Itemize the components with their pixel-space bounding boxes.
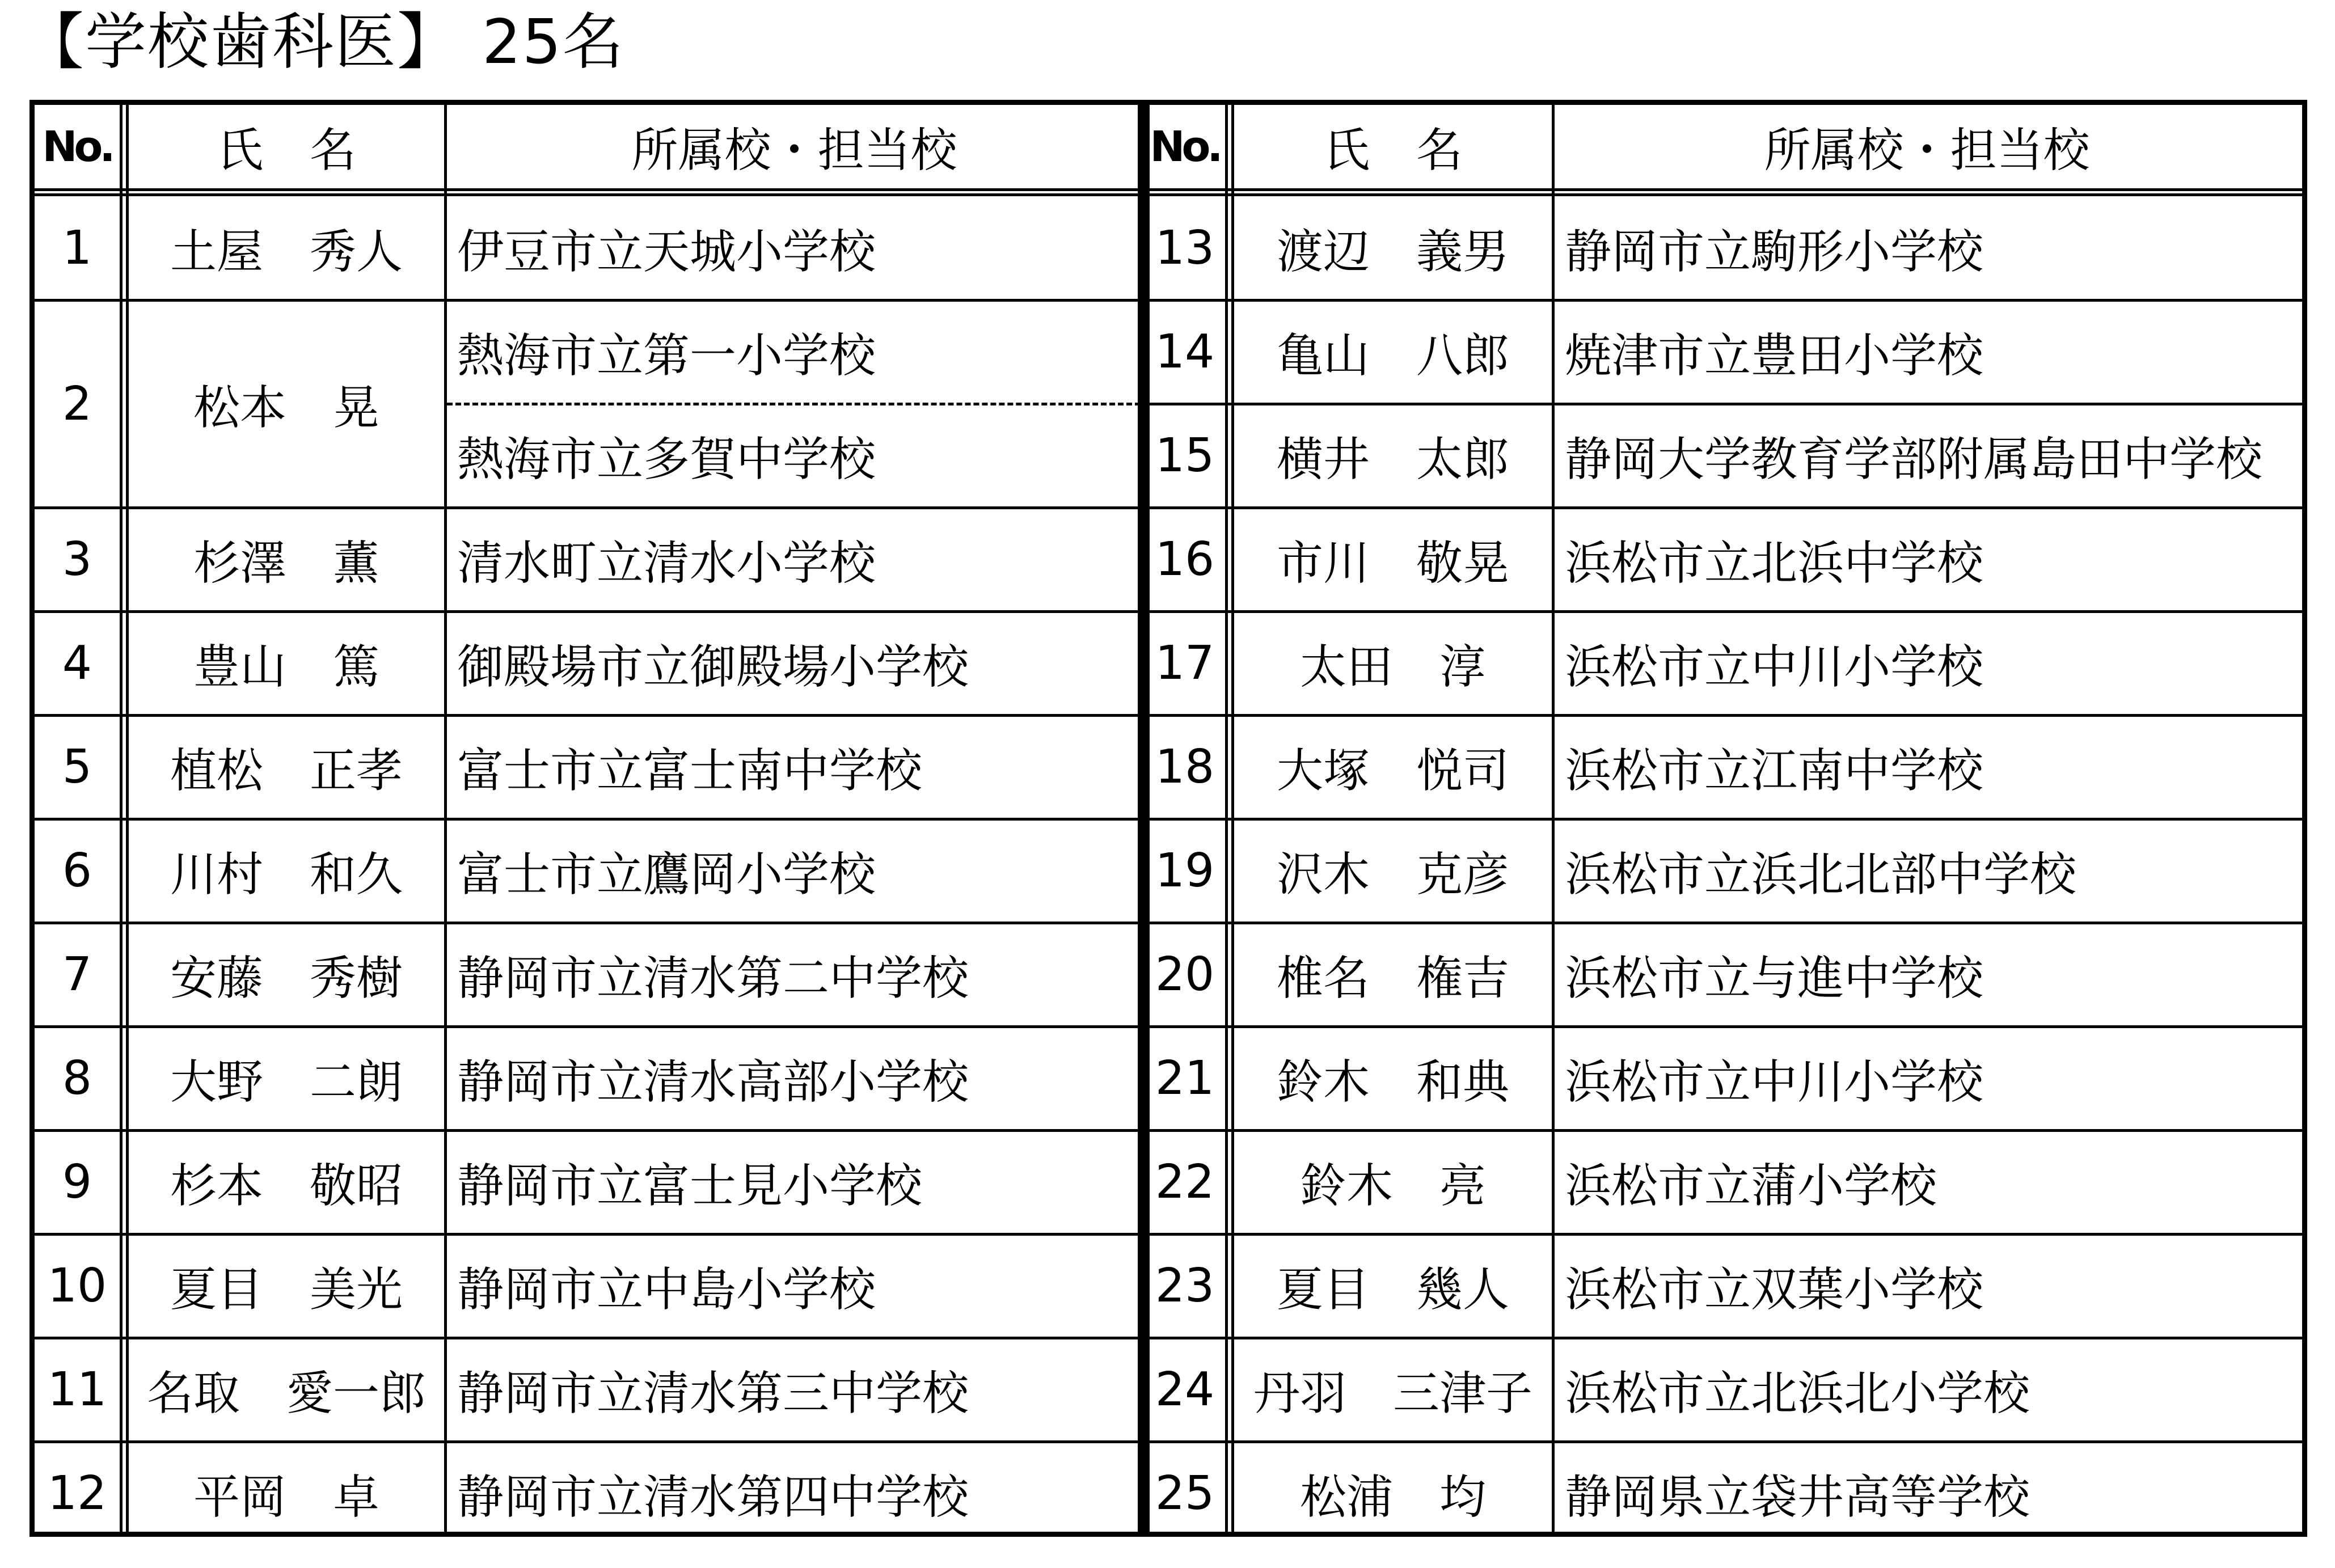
member-name: 鈴木 和典 bbox=[1276, 1055, 1509, 1109]
row-number: 17 bbox=[1155, 636, 1215, 690]
row-number: 7 bbox=[62, 948, 92, 1001]
member-name: 市川 敬晃 bbox=[1276, 536, 1509, 590]
header-divider bbox=[1145, 188, 2302, 191]
school-name: 御殿場市立御殿場小学校 bbox=[457, 640, 969, 694]
member-name: 渡辺 義男 bbox=[1276, 225, 1509, 279]
row-number: 12 bbox=[47, 1466, 107, 1520]
row-number: 22 bbox=[1155, 1155, 1215, 1209]
page-title bbox=[23, 6, 624, 79]
row-number: 6 bbox=[62, 844, 92, 898]
school-name: 静岡市立清水第二中学校 bbox=[457, 952, 969, 1005]
member-name: 名取 愛一郎 bbox=[146, 1367, 426, 1421]
member-name: 川村 和久 bbox=[170, 848, 403, 902]
row-number: 23 bbox=[1155, 1259, 1215, 1313]
header-school: 所属校・担当校 bbox=[1764, 124, 2090, 177]
school-name: 熱海市立多賀中学校 bbox=[457, 433, 876, 487]
row-number: 10 bbox=[47, 1259, 107, 1313]
member-name: 松本 晃 bbox=[193, 381, 379, 435]
row-number: 11 bbox=[47, 1363, 107, 1417]
school-name: 静岡市立富士見小学校 bbox=[457, 1159, 923, 1213]
row-number: 1 bbox=[62, 221, 92, 275]
school-name: 浜松市立蒲小学校 bbox=[1565, 1159, 1937, 1213]
school-name: 静岡大学教育学部附属島田中学校 bbox=[1565, 433, 2263, 487]
row-number: 13 bbox=[1155, 221, 1215, 275]
school-name: 静岡市立清水第四中学校 bbox=[457, 1470, 969, 1524]
member-name: 太田 淳 bbox=[1299, 640, 1486, 694]
school-name: 浜松市立北浜北小学校 bbox=[1565, 1367, 2030, 1421]
school-name: 静岡市立駒形小学校 bbox=[1565, 225, 1984, 279]
header-no: No. bbox=[1150, 122, 1220, 171]
school-name: 焼津市立豊田小学校 bbox=[1565, 329, 1984, 383]
member-name: 松浦 均 bbox=[1299, 1470, 1486, 1524]
school-name: 富士市立富士南中学校 bbox=[457, 744, 923, 798]
row-number: 19 bbox=[1155, 844, 1215, 898]
school-name: 静岡市立中島小学校 bbox=[457, 1263, 876, 1317]
row-number: 3 bbox=[62, 532, 92, 586]
school-name: 静岡県立袋井高等学校 bbox=[1565, 1470, 2030, 1524]
school-name: 熱海市立第一小学校 bbox=[457, 329, 876, 383]
row-number: 15 bbox=[1155, 429, 1215, 483]
row-number: 8 bbox=[62, 1051, 92, 1105]
member-name: 杉本 敬昭 bbox=[170, 1159, 403, 1213]
school-name: 浜松市立中川小学校 bbox=[1565, 640, 1984, 694]
member-name: 横井 太郎 bbox=[1276, 433, 1509, 487]
member-name: 亀山 八郎 bbox=[1276, 329, 1509, 383]
row-number: 24 bbox=[1155, 1363, 1215, 1417]
member-name: 鈴木 亮 bbox=[1299, 1159, 1486, 1213]
row-number: 20 bbox=[1155, 948, 1215, 1001]
school-name: 浜松市立浜北北部中学校 bbox=[1565, 848, 2077, 902]
row-number: 9 bbox=[62, 1155, 92, 1209]
member-name: 丹羽 三津子 bbox=[1253, 1367, 1532, 1421]
member-name: 平岡 卓 bbox=[193, 1470, 379, 1524]
member-name: 夏目 幾人 bbox=[1276, 1263, 1509, 1317]
school-name: 浜松市立中川小学校 bbox=[1565, 1055, 1984, 1109]
school-name: 清水町立清水小学校 bbox=[457, 536, 876, 590]
row-number: 21 bbox=[1155, 1051, 1215, 1105]
member-name: 土屋 秀人 bbox=[170, 225, 403, 279]
dashed-divider bbox=[447, 403, 1141, 405]
left-table bbox=[29, 100, 1150, 1537]
school-name: 伊豆市立天城小学校 bbox=[457, 225, 876, 279]
row-number: 16 bbox=[1155, 532, 1215, 586]
school-name: 静岡市立清水高部小学校 bbox=[457, 1055, 969, 1109]
school-name: 静岡市立清水第三中学校 bbox=[457, 1367, 969, 1421]
header-name: 氏 名 bbox=[216, 124, 356, 177]
member-name: 植松 正孝 bbox=[170, 744, 403, 798]
right-table bbox=[1139, 100, 2307, 1537]
school-name: 浜松市立北浜中学校 bbox=[1565, 536, 1984, 590]
member-name: 杉澤 薫 bbox=[193, 536, 379, 590]
row-number: 14 bbox=[1155, 325, 1215, 379]
header-no: No. bbox=[42, 122, 112, 171]
school-name: 富士市立鷹岡小学校 bbox=[457, 848, 876, 902]
header-divider bbox=[35, 188, 1145, 191]
member-name: 安藤 秀樹 bbox=[170, 952, 403, 1005]
member-name: 大塚 悦司 bbox=[1276, 744, 1509, 798]
member-name: 沢木 克彦 bbox=[1276, 848, 1509, 902]
school-name: 浜松市立江南中学校 bbox=[1565, 744, 1984, 798]
member-name: 椎名 権吉 bbox=[1276, 952, 1509, 1005]
title-heading: 【学校歯科医】 bbox=[23, 7, 460, 78]
member-name: 夏目 美光 bbox=[170, 1263, 403, 1317]
row-number: 5 bbox=[62, 740, 92, 794]
row-number: 18 bbox=[1155, 740, 1215, 794]
title-count: 25名 bbox=[482, 7, 625, 78]
member-name: 大野 二朗 bbox=[170, 1055, 403, 1109]
row-number: 4 bbox=[62, 636, 92, 690]
header-name: 氏 名 bbox=[1323, 124, 1463, 177]
row-number: 25 bbox=[1155, 1466, 1215, 1520]
row-number: 2 bbox=[62, 377, 92, 431]
school-name: 浜松市立双葉小学校 bbox=[1565, 1263, 1984, 1317]
school-name: 浜松市立与進中学校 bbox=[1565, 952, 1984, 1005]
header-school: 所属校・担当校 bbox=[631, 124, 957, 177]
member-name: 豊山 篤 bbox=[193, 640, 379, 694]
